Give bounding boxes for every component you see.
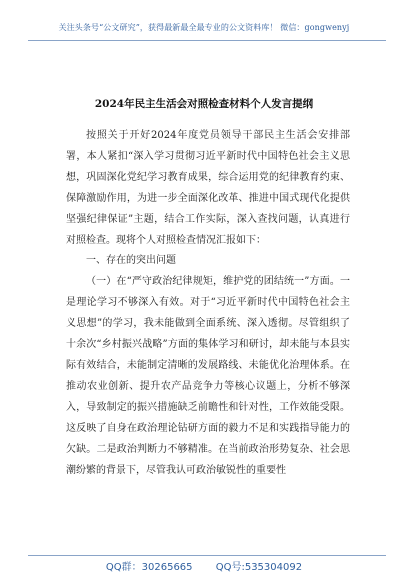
qq-number: QQ号:535304092 (215, 562, 303, 573)
document-body (66, 126, 350, 481)
intro-paragraph: 按照关于开好2024年度党员领导干部民主生活会安排部署，本人紧扣“深入学习贯彻习近平新时代中国特色社会主义思想，巩固深化党纪学习教育成果，综合运用党的纪律教育约束、保障激励作用，为进一步全面深化改革、推进中国式现代化提供坚强纪律保证”主题，结合工作实际，深入查找问题，认真进行对照检查。现将个人对照检查情况汇报如下： (66, 130, 350, 246)
section-heading: 一、存在的突出问题 (86, 255, 176, 267)
qq-group: QQ群：30265665 (105, 562, 193, 573)
footer-divider (28, 555, 386, 556)
header-divider (28, 40, 386, 41)
footer-banner (0, 558, 408, 573)
document-title: 2024年民主生活会对照检查材料个人发言提纲 (94, 98, 314, 110)
header-banner: 关注头条号“公文研究”，获得最新最全最专业的公文资料库！ 微信：gongwenyj (58, 23, 350, 32)
body-paragraph: （一）在“严守政治纪律规矩，维护党的团结统一”方面。一是理论学习不够深入有效。对于“习近平新时代中国特色社会主义思想”的学习，我未能做到全面系统、深入透彻。尽管组织了十余次“乡村振兴战略”方面的集体学习和研讨，却未能与本县实际有效结合，未能制定清晰的发展路线、未能优化治理体系。在推动农业创新、提升农产品竞争力等核心议题上，分析不够深入，导致制定的振兴措施缺乏前瞻性和针对性，工作效能受限。这反映了自身在政治理论钻研方面的毅力不足和实践指导能力的欠缺。二是政治判断力不够精准。在当前政治形势复杂、社会思潮纷繁的背景下，尽管我认可政治敏锐性的重要性 (66, 276, 350, 476)
